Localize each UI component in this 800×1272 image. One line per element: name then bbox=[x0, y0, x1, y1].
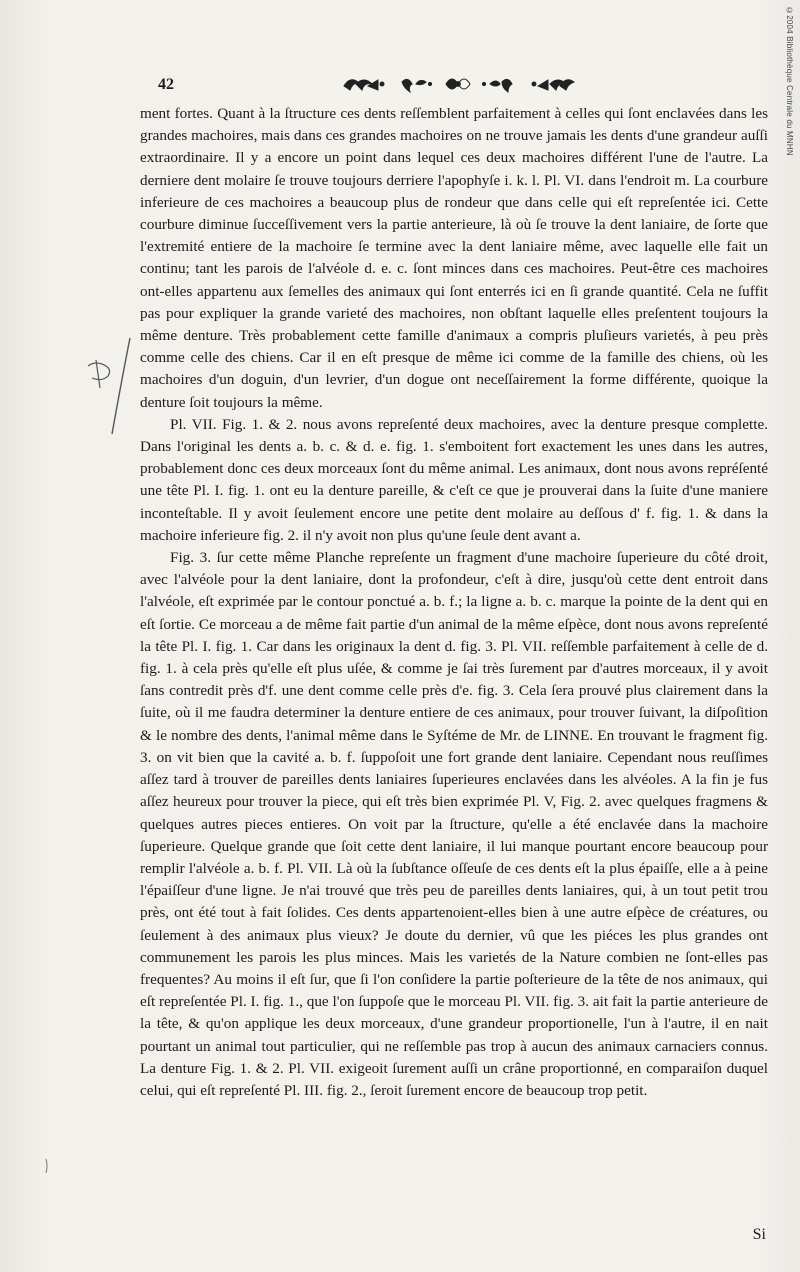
page-number: 42 bbox=[158, 76, 174, 93]
fleuron-ornament-icon bbox=[338, 72, 578, 96]
catchword: Si bbox=[752, 1226, 766, 1243]
paragraph: Fig. 3. ſur cette même Planche repreſente un fragment d'une machoire ſuperieure du côté droit, avec l'alvéole pour la dent laniaire, dont la profondeur, c'eſt à dire, jusqu'où cette dent entroit dans l'alvéole, eſt exprimée par le contour ponctué a. b. f.; la ligne a. b. c. marque la pointe de la dent qui en eſt ſortie. Ce morceau a de même fait partie d'un animal de la même eſpèce, dont nous avons repreſenté la tête Pl. I. fig. 1. Car dans les originaux la dent d. fig. 3. Pl. VII. reſſemble parfaitement à celle de d. fig. 1. à cela près qu'elle eſt plus uſée, & comme je ſai très ſurement par d'autres morceaux, il y avoit ſans contredit près d'f. une dent comme celle près d'e. fig. 3. Cela ſera prouvé plus clairement dans la ſuite, où il me faudra determiner la denture entiere de ces animaux, pour trouver ſuivant, la diſpoſition & le nombre des dents, l'animal même dans le Syſtéme de Mr. de LINNE. En trouvant le fragment fig. 3. on vit bien que la cavité a. b. f. ſuppoſoit une fort grande dent laniaire. Cependant nous reuſſimes aſſez tard à trouver de pareilles dents laniaires ſuperieures enclavées dans les alvéoles. A la fin je fus aſſez heureux pour trouver la piece, qui eſt très bien exprimée Pl. V, Fig. 2. avec quelques fragmens & quelques autres pieces entieres. On voit par la ſtructure, qu'elle a été enclavée dans la machoire ſuperieure. Quelque grande que ſoit cette dent laniaire, il lui manque pourtant encore beaucoup pour remplir l'alvéole a. b. f. Pl. VII. Là où la ſubſtance oſſeuſe de ces dents eſt la plus épaiſſe, elle a à peine l'épaiſſeur d'une ligne. Je n'ai trouvé que très peu de pareilles dents laniaires, qui, à un tout petit trou près, ont été tout à fait ſolides. Ces dents appartenoient-elles bien à une autre eſpèce de créatures, ou ſeulement à des animaux plus vieux? Je doute du dernier, vû que les piéces les plus grandes ont communement les parois les plus minces. Mais les varietés de la Nature combien ne ſont-elles pas frequentes? Au moins il eſt ſur, que ſi l'on conſidere la partie poſterieure de la tête de nos animaux, qui eſt repreſentée Pl. I. fig. 1., que l'on ſuppoſe que le morceau Pl. VII. fig. 3. ait fait la partie anterieure de la tête, & qu'on applique les deux morceaux, d'une grandeur proportionelle, l'un à l'autre, il en nait pourtant un animal tout particulier, qui ne reſſemble pas trop à aucun des animaux carnaciers connus. La denture Fig. 1. & 2. Pl. VII. exigeoit ſurement auſſi un crâne proportionné, en comparaiſon duquel celui, qui eſt repreſenté Pl. III. fig. 2., ſeroit ſurement encore de beaucoup trop petit. bbox=[140, 549, 768, 1099]
body-text bbox=[140, 103, 768, 1102]
copyright-notice: ©2004 Bibliothèque Centrale du MNHN bbox=[785, 6, 794, 156]
paragraph: Pl. VII. Fig. 1. & 2. nous avons repreſenté deux machoires, avec la denture presque complette. Dans l'original les dents a. b. c. & d. e. fig. 1. s'emboitent fort exactement les unes dans les autres, probablement donc ces deux morceaux ſont du même animal. Les animaux, dont nous avons repréſenté une tête Pl. I. fig. 1. ont eu la denture pareille, & c'eſt ce que je prouverai dans la ſuite d'une maniere inconteſtable. Il y avoit ſeulement encore une petite dent molaire au deſſous d' f. fig. 1. & dans la machoire inferieure fig. 2. il n'y avoit non plus qu'une ſeule dent avant a. bbox=[140, 415, 768, 544]
running-header bbox=[150, 72, 750, 98]
page-blemish-icon bbox=[43, 1158, 49, 1174]
handwritten-margin-mark-icon bbox=[82, 330, 142, 440]
paragraph: ment fortes. Quant à la ſtructure ces dents reſſemblent parfaitement à celles qui ſont enclavées dans les grandes machoires, mais dans ces grandes machoires on ne trouve jamais les dents d'une grandeur auſſi extraordinaire. Il y a encore un point dans lequel ces deux machoires différent l'une de l'autre. La derniere dent molaire ſe trouve toujours derriere l'apophyſe i. k. l. Pl. VI. dans l'endroit m. La courbure inferieure de ces machoires a beaucoup plus de rondeur que dans celle qui eſt repreſentée ici. Cette courbure diminue ſucceſſivement vers la partie anterieure, là où ſe trouve la dent laniaire, de ſorte que l'extremité entiere de la machoire ſe termine avec la dent laniaire même, avec laquelle elle fait un continu; tant les parois de l'alvéole d. e. c. ſont minces dans ces machoires. Peut-être ces machoires ont-elles appartenu aux ſemelles des animaux qui ſont enterrés ici en ſi grande quantité. Cela ne ſuffit pas pour expliquer la grande varieté des machoires, non obſtant laquelle elles preſentent toujours la même denture. Très probablement cette famille d'animaux a compris pluſieurs varietés, à peu près comme celle des chiens. Car il en eſt presque de même ici comme de la famille des chiens, où les machoires d'un doguin, d'un levrier, d'un dogue ont neceſſairement la forme différente, quoique la denture ſoit toujours la même. bbox=[140, 105, 768, 411]
